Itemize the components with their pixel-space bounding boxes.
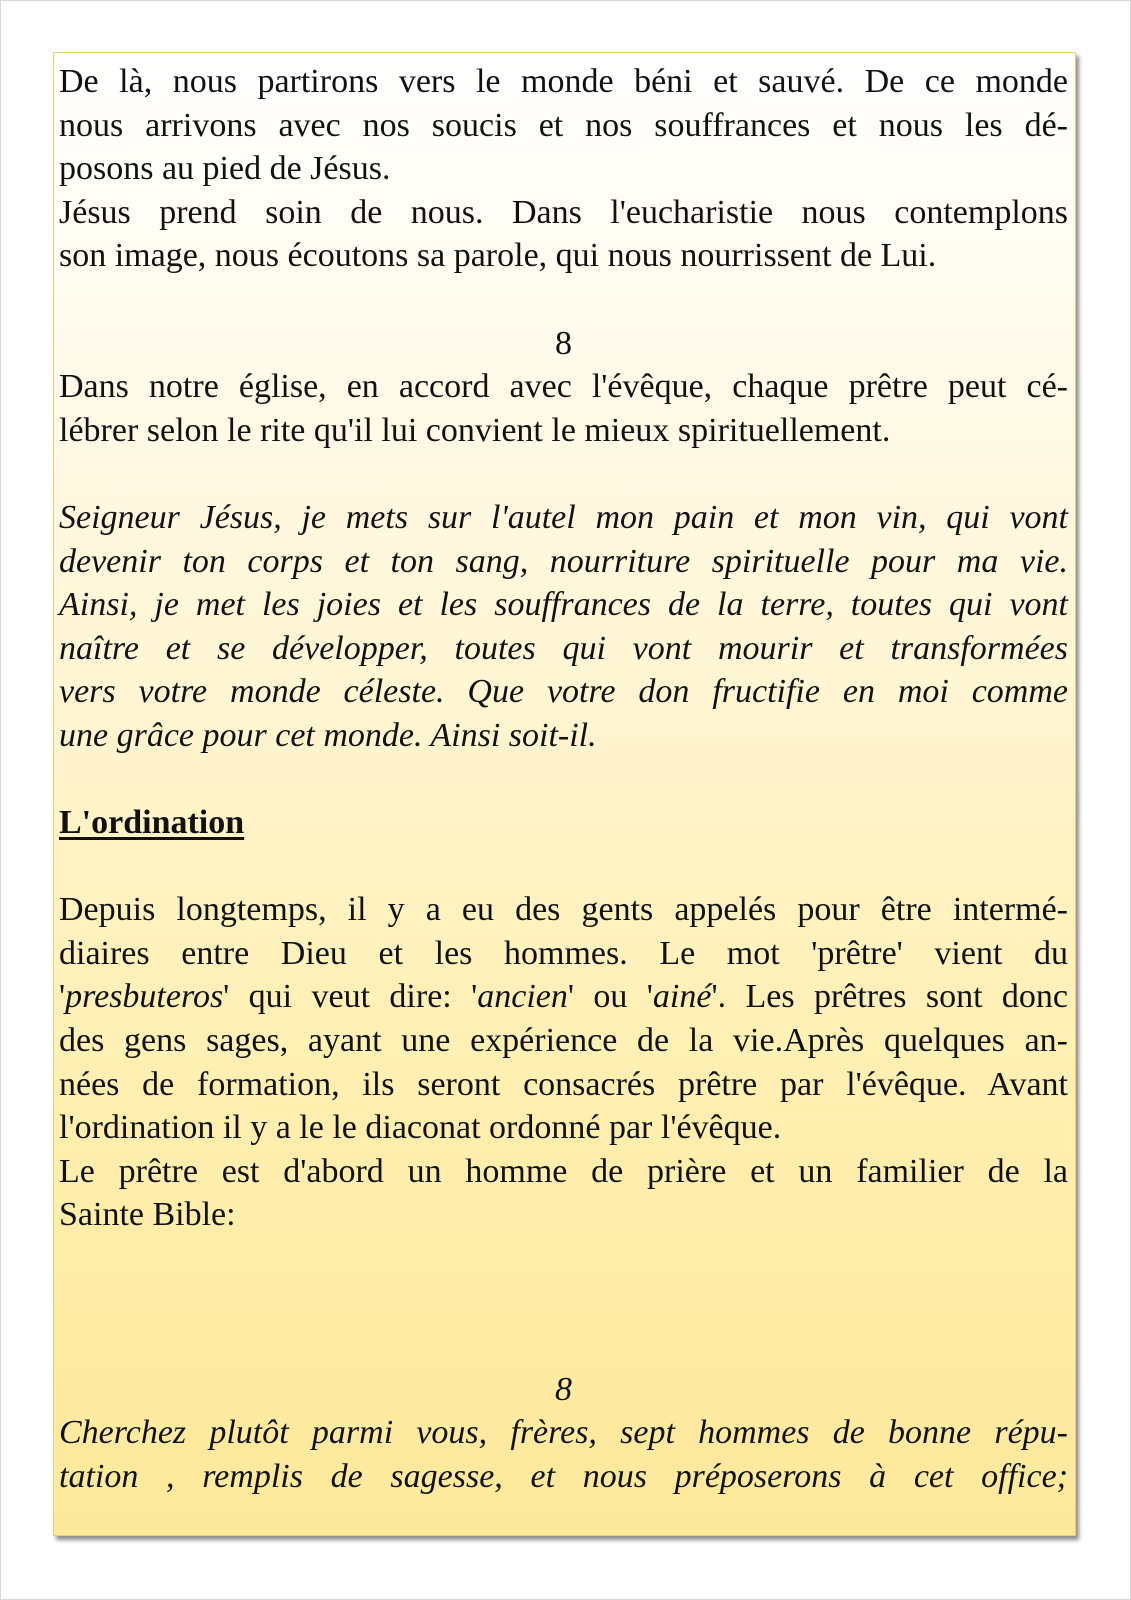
- text-fragment: '. Les prêtres sont donc: [711, 978, 1068, 1016]
- text-line: nous arrivons avec nos soucis et nos souffrances et nous les dé-: [59, 106, 1068, 144]
- term-aine: ainé: [652, 978, 712, 1016]
- text-line: Depuis longtemps, il y a eu des gents appelés pour être intermé-: [59, 891, 1068, 929]
- paragraph-jesus-soin: [59, 191, 1068, 278]
- text-line: posons au pied de Jésus.: [59, 150, 391, 188]
- spacer: [59, 845, 1068, 889]
- text-panel: [53, 52, 1076, 1536]
- spacer: [59, 758, 1068, 802]
- quote-line: tation , remplis de sagesse, et nous préposerons à cet office;: [59, 1458, 1068, 1495]
- text-line: Jésus prend soin de nous. Dans l'eucharistie nous contemplons: [59, 193, 1068, 231]
- quote-line: Cherchez plutôt parmi vous, frères, sept hommes de bonne répu-: [59, 1414, 1068, 1452]
- term-presbuteros: presbuteros: [65, 978, 224, 1016]
- text-line: [59, 975, 1068, 1019]
- text-line: l'ordination il y a le le diaconat ordonné par l'évêque.: [59, 1109, 782, 1147]
- prayer-line: naître et se développer, toutes qui vont mourir et transformées: [59, 629, 1068, 667]
- paragraph-eglise-rite: [59, 365, 1068, 452]
- prayer-line: Seigneur Jésus, je mets sur l'autel mon pain et mon vin, qui vont: [59, 498, 1068, 536]
- paragraph-ordination: [59, 888, 1068, 1150]
- prayer-line: vers votre monde céleste. Que votre don fructifie en moi comme: [59, 673, 1068, 711]
- term-ancien: ancien: [477, 978, 568, 1016]
- spacer: [59, 452, 1068, 496]
- text-line: De là, nous partirons vers le monde béni et sauvé. De ce monde: [59, 63, 1068, 100]
- text-fragment: ' ou ': [567, 978, 653, 1016]
- section-heading: L'ordination: [59, 804, 245, 842]
- spacer: [59, 1324, 1068, 1368]
- bible-quote: [59, 1411, 1068, 1498]
- text-line: nées de formation, ils seront consacrés prêtre par l'évêque. Avant: [59, 1065, 1068, 1103]
- text-line: diaires entre Dieu et les hommes. Le mot 'prêtre' vient du: [59, 934, 1068, 972]
- text-line: Dans notre église, en accord avec l'évêque, chaque prêtre peut cé-: [59, 368, 1068, 406]
- text-fragment: ' qui veut dire: ': [223, 978, 478, 1016]
- text-line: lébrer selon le rite qu'il lui convient le mieux spirituellement.: [59, 411, 891, 449]
- section-marker: 8: [555, 324, 572, 362]
- prayer-line: Ainsi, je met les joies et les souffrances de la terre, toutes qui vont: [59, 586, 1068, 624]
- section-marker: 8: [555, 1370, 572, 1408]
- text-line: des gens sages, ayant une expérience de la vie.Après quelques an-: [59, 1022, 1068, 1060]
- paragraph-pretre-priere: [59, 1150, 1068, 1237]
- spacer: [59, 1281, 1068, 1325]
- spacer: [59, 1237, 1068, 1281]
- quote-mark: ': [59, 978, 66, 1016]
- prayer-line: devenir ton corps et ton sang, nourriture spirituelle pour ma vie.: [59, 542, 1068, 580]
- spacer: [59, 278, 1068, 322]
- prayer-paragraph: [59, 496, 1068, 758]
- page-content: [59, 60, 1068, 1499]
- paragraph-monde-beni: [59, 60, 1068, 191]
- text-line: Le prêtre est d'abord un homme de prière et un familier de la: [59, 1152, 1068, 1190]
- text-line: son image, nous écoutons sa parole, qui nous nourrissent de Lui.: [59, 237, 937, 275]
- text-line: Sainte Bible:: [59, 1196, 236, 1234]
- prayer-line: une grâce pour cet monde. Ainsi soit-il.: [59, 716, 597, 754]
